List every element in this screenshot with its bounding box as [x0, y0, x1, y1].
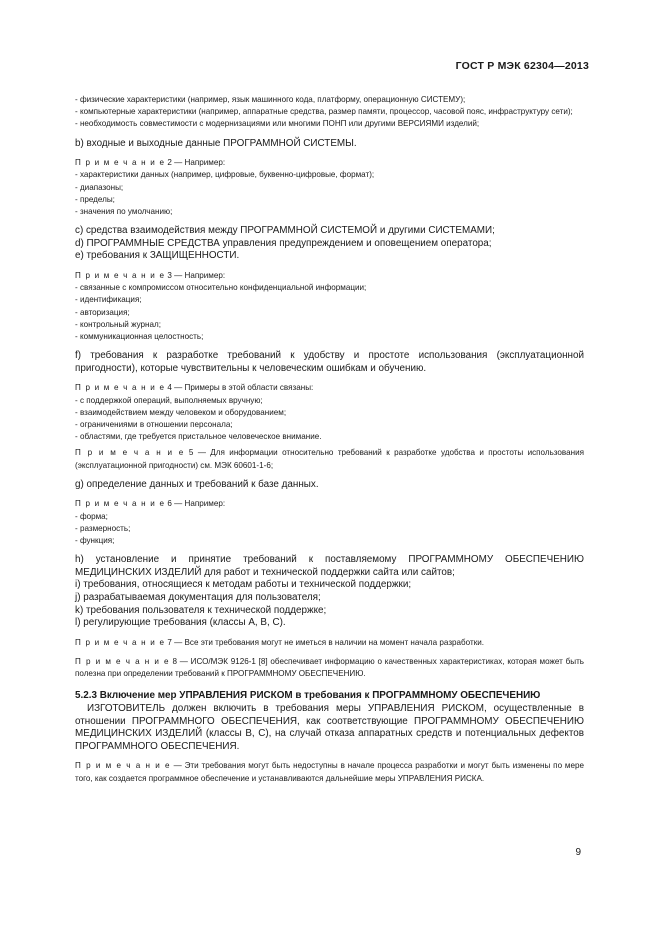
list-item: - форма; — [75, 511, 108, 521]
list-item: - компьютерные характеристики (например, аппаратные средства, размер памяти, процессор, часовой пояс, инфраструктуру сети); — [75, 107, 573, 117]
list-item: - характеристики данных (например, цифровые, буквенно-цифровые, формат); — [75, 170, 375, 180]
note-6 — [75, 498, 584, 547]
note-label: П р и м е ч а н и е — [75, 383, 166, 393]
list-item: - контрольный журнал; — [75, 319, 161, 329]
note-text: 5 — Для информации относительно требований к разработке удобства и простоты использования (эксплуатационной пригодности) см. МЭК 60601-1-6; — [75, 448, 585, 470]
note-title: 4 — Примеры в этой области связаны: — [165, 383, 314, 393]
item-j: j) разрабатываемая документация для пользователя; — [75, 592, 321, 604]
list-item: - размерность; — [75, 523, 131, 533]
page-number: 9 — [575, 847, 581, 858]
note-3 — [75, 270, 584, 343]
list-item: - ограничениями в отношении персонала; — [75, 420, 233, 430]
item-d: d) ПРОГРАММНЫЕ СРЕДСТВА управления предупреждением и оповещением оператора; — [75, 237, 492, 249]
list-item: - идентификация; — [75, 295, 142, 305]
note-label: П р и м е ч а н и е — [75, 158, 166, 168]
note-text: 7 — Все эти требования могут не иметься в наличии на момент начала разработки. — [165, 637, 485, 647]
list-item: - значения по умолчанию; — [75, 207, 173, 217]
list-item: - функция; — [75, 536, 115, 546]
item-k: k) требования пользователя к технической поддержке; — [75, 604, 327, 616]
note-text: 8 — ИСО/МЭК 9126-1 [8] обеспечивает информацию о качественных характеристиках, которая может быть полезна при определении требований к ПРОГРАММНОМУ ОБЕСПЕЧЕНИЮ. — [75, 657, 585, 679]
note-label: П р и м е ч а н и е — [75, 448, 185, 458]
section-heading: 5.2.3 Включение мер УПРАВЛЕНИЯ РИСКОМ в требования к ПРОГРАММНОМУ ОБЕСПЕЧЕНИЮ — [75, 690, 541, 702]
note-title: 3 — Например: — [165, 271, 226, 280]
page-content — [75, 94, 584, 785]
item-e: e) требования к ЗАЩИЩЕННОСТИ. — [75, 250, 240, 262]
list-item: - пределы; — [75, 194, 115, 204]
list-item: - авторизация; — [75, 307, 130, 317]
list-item: - необходимость совместимости с модернизациями или многими ПОНП или другими ВЕРСИЯМИ изделий; — [75, 119, 480, 129]
item-l: l) регулирующие требования (классы A, B, C). — [75, 617, 286, 629]
note-2 — [75, 157, 584, 218]
item-b: b) входные и выходные данные ПРОГРАММНОЙ СИСТЕМЫ. — [75, 137, 357, 149]
item-c: c) средства взаимодействия между ПРОГРАММНОЙ СИСТЕМОЙ и другими СИСТЕМАМИ; — [75, 225, 495, 237]
item-f: f) требования к разработке требований к удобству и простоте использования (эксплуатационной пригодности), которые чувствительны к человеческим ошибкам и обучению. — [75, 350, 584, 374]
list-item: - взаимодействием между человеком и оборудованием; — [75, 407, 287, 417]
note-label: П р и м е ч а н и е — [75, 499, 166, 509]
item-i: i) требования, относящиеся к методам работы и технической поддержки; — [75, 579, 412, 591]
list-item: - связанные с компромиссом относительно конфиденциальной информации; — [75, 283, 367, 293]
note-title: 2 — Например: — [165, 158, 226, 168]
list-item: - областями, где требуется пристальное человеческое внимание. — [75, 432, 322, 442]
list-item: - с поддержкой операций, выполняемых вручную; — [75, 395, 263, 405]
note-label: П р и м е ч а н и е — [75, 657, 170, 666]
note-5 — [75, 447, 584, 471]
note-label: П р и м е ч а н и е — [75, 637, 166, 647]
list-item: - коммуникационная целостность; — [75, 332, 204, 342]
note-4 — [75, 382, 584, 443]
note-title: 6 — Например: — [165, 499, 226, 509]
standard-header: ГОСТ Р МЭК 62304—2013 — [455, 60, 589, 72]
section-body: ИЗГОТОВИТЕЛЬ должен включить в требования меры УПРАВЛЕНИЯ РИСКОМ, осуществленные в отношении ПРОГРАММНОГО ОБЕСПЕЧЕНИЯ, как соответствующие ПРОГРАММНОМУ ОБЕСПЕЧЕНИЮ МЕДИЦИНСКИХ ИЗДЕЛИЙ (классы B, C), на случай отказа аппаратных средств и потенциальных дефектов ПРОГРАММНОГО ОБЕСПЕЧЕНИЯ. — [75, 703, 584, 752]
note-label: П р и м е ч а н и е — [75, 761, 171, 771]
list-item: - физические характеристики (например, язык машинного кода, платформу, операционную СИСТЕМУ); — [75, 95, 466, 104]
item-h: h) установление и принятие требований к поставляемому ПРОГРАММНОМУ ОБЕСПЕЧЕНИЮ МЕДИЦИНСКИХ ИЗДЕЛИЙ для работ и технической поддержки сайта или сайтов; — [75, 554, 584, 578]
section-note — [75, 760, 584, 784]
note-7 — [75, 637, 584, 649]
note-label: П р и м е ч а н и е — [75, 271, 166, 280]
note-text: — Эти требования могут быть недоступны в начале процесса разработки и могут быть изменены по мере того, как создается программное обеспечение и устанавливаются дальнейшие меры УПРАВЛЕНИЯ РИСКА. — [75, 761, 585, 783]
note-8 — [75, 656, 584, 680]
list-item: - диапазоны; — [75, 182, 124, 192]
item-g: g) определение данных и требований к базе данных. — [75, 478, 319, 490]
